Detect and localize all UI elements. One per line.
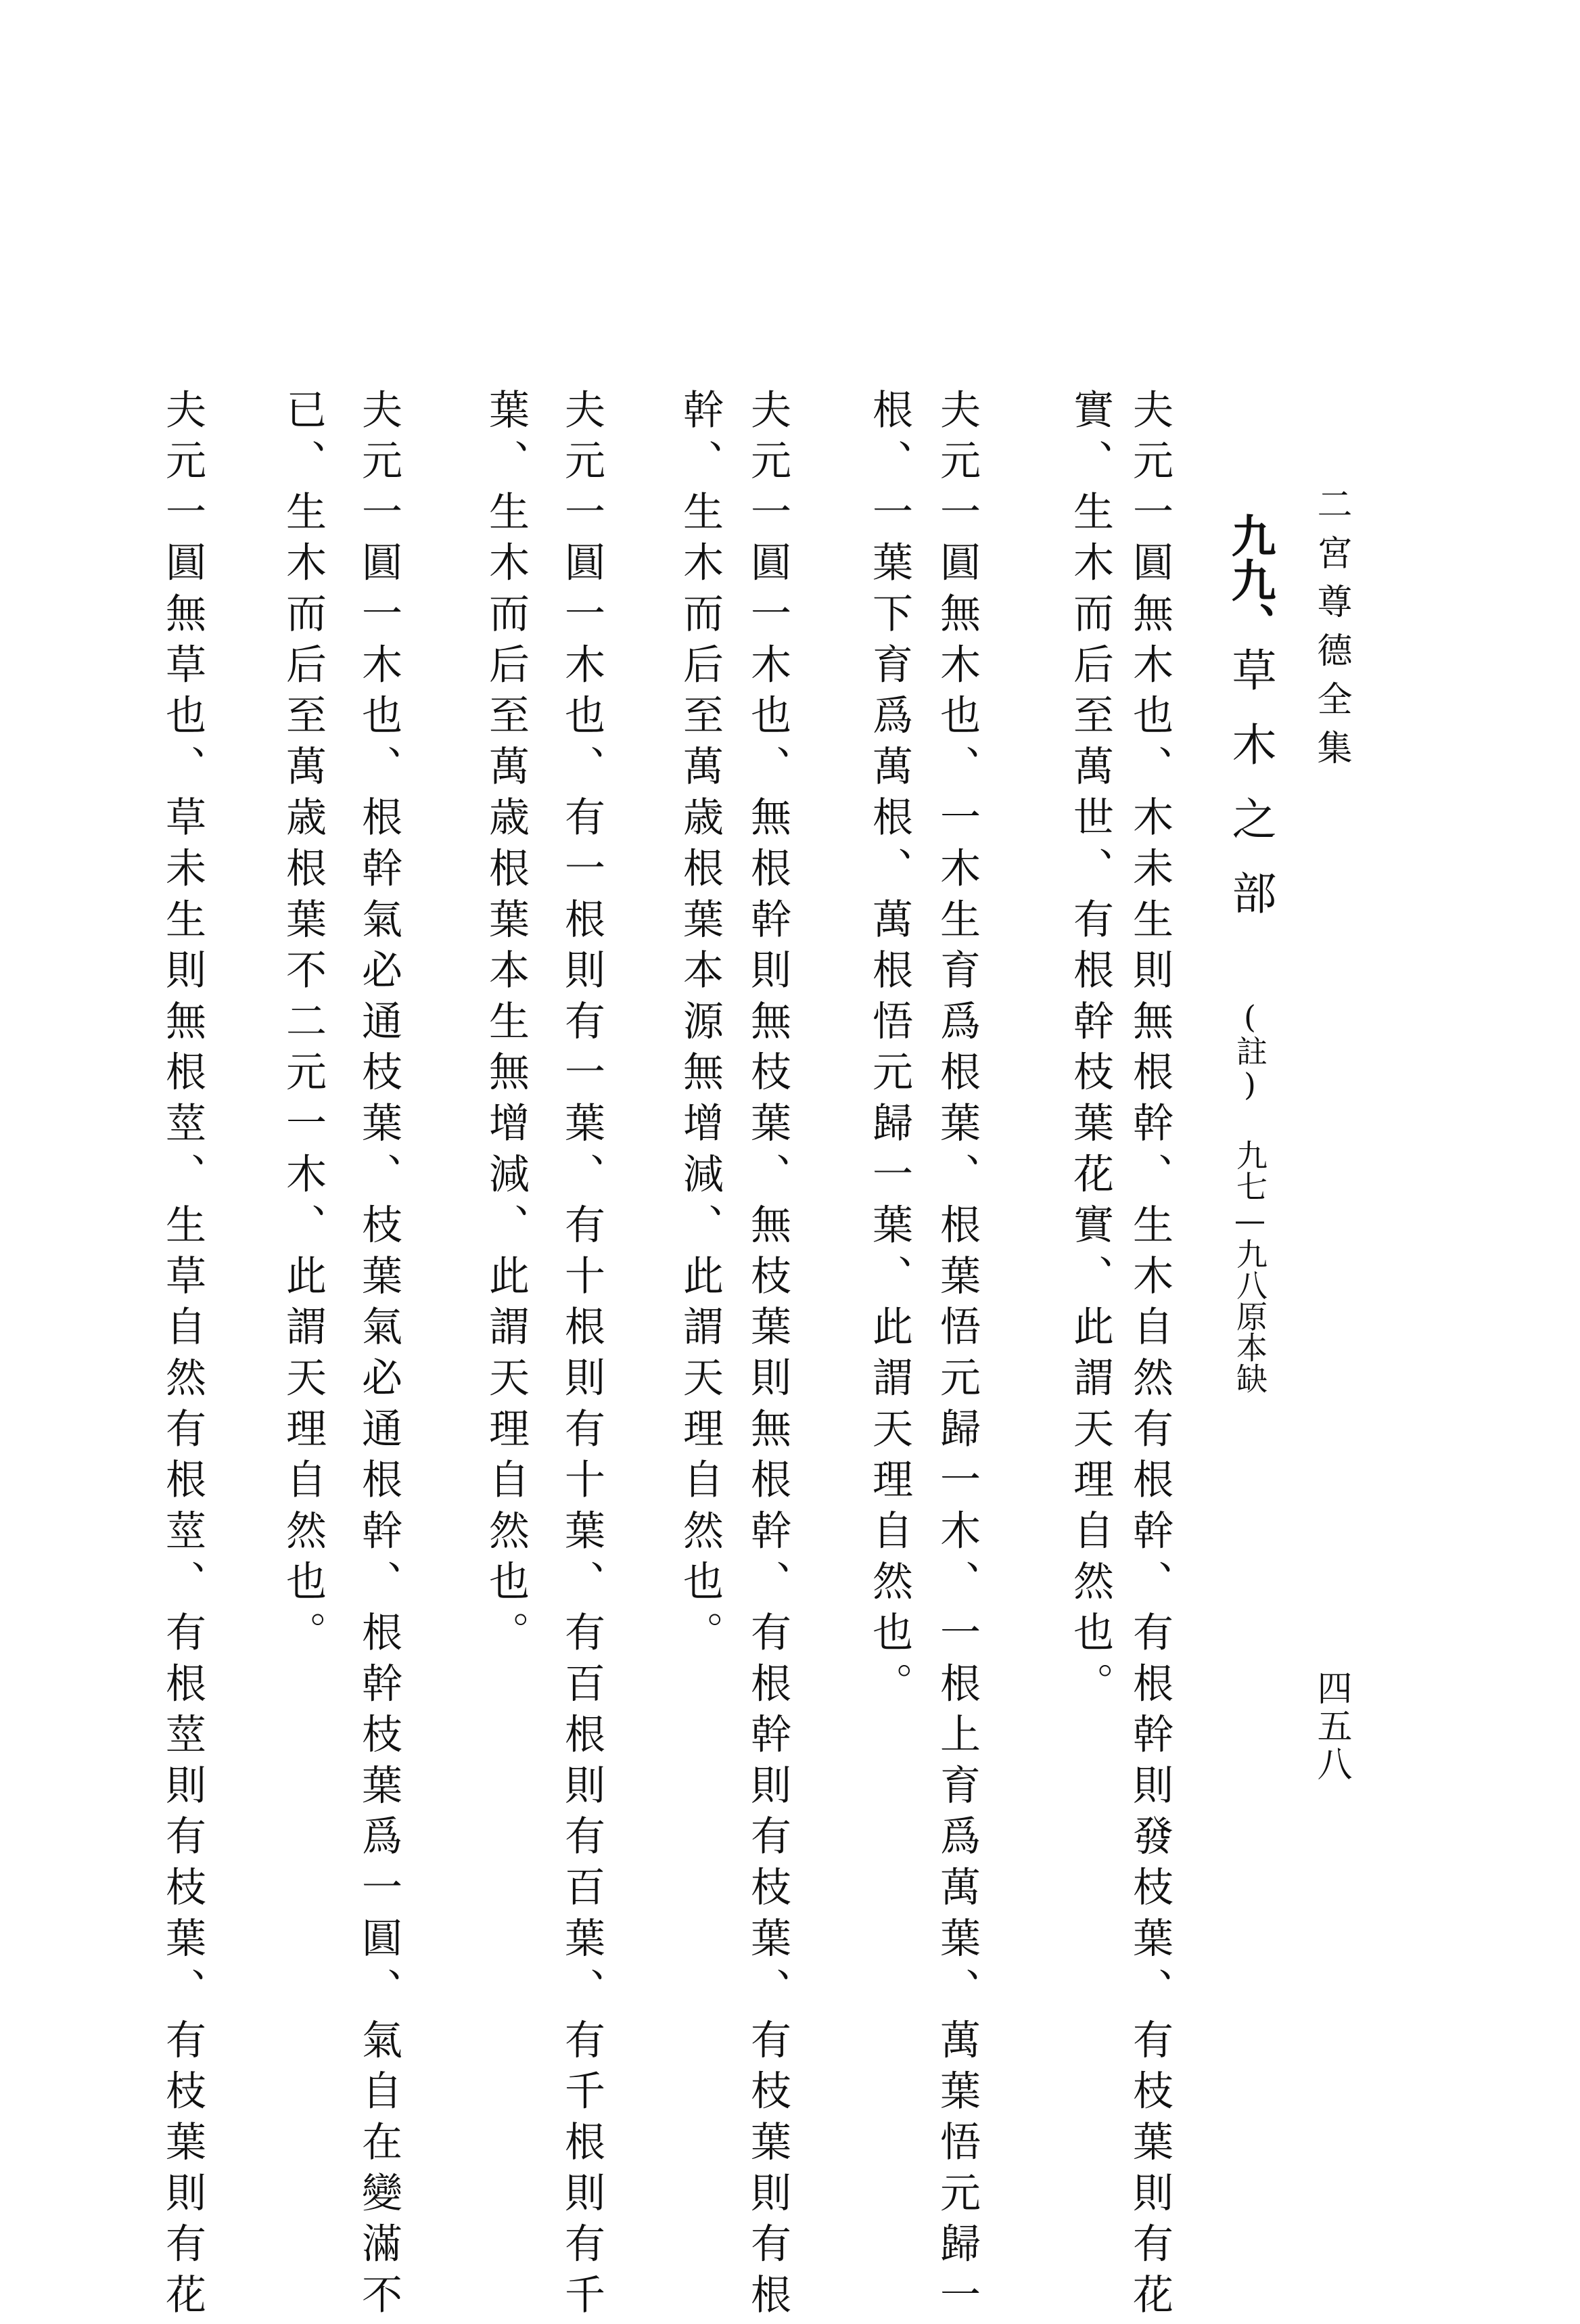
running-title: 二宮尊德全集 xyxy=(1311,486,1351,778)
paragraph-4-line-2: 葉、生木而后至萬歳根葉本生無增減、此謂天理自然也。 xyxy=(482,388,530,1662)
section-heading xyxy=(1224,513,1276,1394)
paragraph-5-line-1: 夫元一圓一木也、根幹氣必通枝葉、枝葉氣必通根幹、根幹枝葉爲一圓、氣自在變滿不 xyxy=(355,388,402,2324)
section-note: (註) 九七—九八原本缺 xyxy=(1232,999,1268,1394)
paragraph-3-line-2: 幹、生木而后至萬歳根葉本源無增減、此謂天理自然也。 xyxy=(676,388,724,1662)
paragraph-6-line-1: 夫元一圓無草也、草未生則無根莖、生草自然有根莖、有根莖則有枝葉、有枝葉則有花 xyxy=(159,388,206,2324)
section-number: 九九、 xyxy=(1224,513,1276,647)
paragraph-3-line-1: 夫元一圓一木也、無根幹則無枝葉、無枝葉則無根幹、有根幹則有枝葉、有枝葉則有根 xyxy=(744,388,791,2324)
paragraph-2-line-2: 根、一葉下育爲萬根、萬根悟元歸一葉、此謂天理自然也。 xyxy=(866,388,913,1713)
paragraph-1-line-1: 夫元一圓無木也、木未生則無根幹、生木自然有根幹、有根幹則發枝葉、有枝葉則有花 xyxy=(1126,388,1174,2324)
page-number: 四五八 xyxy=(1311,1670,1351,1783)
paragraph-2-line-1: 夫元一圓無木也、一木生育爲根葉、根葉悟元歸一木、一根上育爲萬葉、萬葉悟元歸一 xyxy=(933,388,981,2324)
paragraph-1-line-2: 實、生木而后至萬世、有根幹枝葉花實、此謂天理自然也。 xyxy=(1067,388,1114,1713)
section-title: 草木之部 xyxy=(1224,647,1276,944)
paragraph-4-line-1: 夫元一圓一木也、有一根則有一葉、有十根則有十葉、有百根則有百葉、有千根則有千 xyxy=(558,388,605,2324)
paragraph-5-line-2: 已、生木而后至萬歳根葉不二元一木、此謂天理自然也。 xyxy=(279,388,327,1662)
